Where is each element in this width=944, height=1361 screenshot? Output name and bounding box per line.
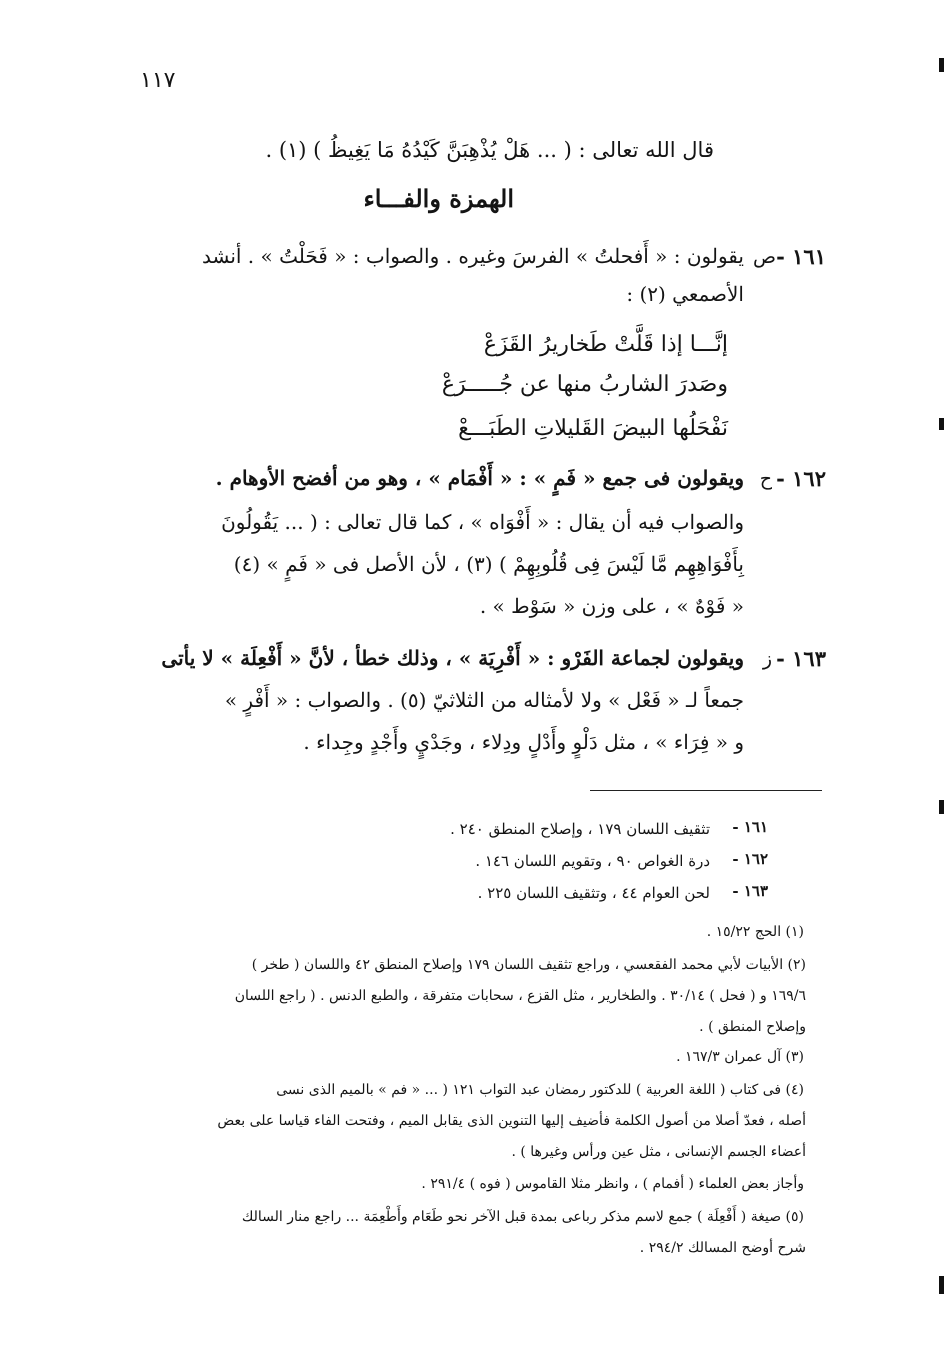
section-heading: الهمزة والفـــاء	[363, 184, 514, 213]
scan-edge-mark	[939, 418, 944, 430]
source-number: ١٦٢ -	[732, 850, 768, 868]
footnote-separator	[590, 790, 822, 791]
poem-verse: نَفْحَلُها البيضَ القَليلاتِ الطَبَـــعْ	[458, 416, 728, 441]
footnote: (٣) آل عمران ١٦٧/٣ .	[676, 1049, 804, 1065]
scan-edge-mark	[939, 58, 944, 72]
footnote: (٤) فى كتاب ( اللغة العربية ) للدكتور رمضان عبد التواب ١٢١ ( ... « فم » بالميم الذى نسى	[276, 1082, 804, 1098]
page-number: ١١٧	[140, 68, 176, 93]
footnote: أصله ، فعدّ أصلا من أصول الكلمة فأضيف إليها التنوين الذى يقابل الميم ، وفتحت الفاء قياسا على بعض	[217, 1113, 806, 1129]
entry-line: « فَوْهٌ » ، على وزن « سَوْط » .	[479, 594, 744, 618]
entry-line: ويقولون فى جمع « فَمٍ » : « أَفْمَام » ، وهو من أفضح الأوهام .	[215, 466, 744, 490]
entry-tag: ح	[759, 468, 772, 490]
footnote: ١٦٩/٦ و ( فحل ) ٣٠/١٤ . والطخارير ، مثل القزع ، سحابات متفرقة ، والطبع الدنس . ( راجع اللسان	[234, 988, 806, 1004]
source-number: ١٦٣ -	[732, 882, 768, 900]
source-number: ١٦١ -	[732, 818, 768, 836]
poem-verse: إنَّـــا إذا قَلَّتْ طَخاريرُ القَزَعْ	[483, 332, 728, 357]
opening-quran-quote: قال الله تعالى : ( ... هَلْ يُذْهِبَنَّ كَيْدُهُ مَا يَغِيظُ ) (١) .	[265, 138, 714, 162]
entry-number: ١٦١ -	[776, 244, 826, 269]
entry-line: والصواب فيه أن يقال : « أَفْوَاه » ، كما قال تعالى : ( ... يَقُولُونَ	[221, 510, 744, 534]
entry-tag: ص	[753, 246, 776, 268]
footnote: (١) الحج ١٥/٢٢ .	[706, 924, 804, 940]
source-text: درة الغواص ٩٠ ، وتقويم اللسان ١٤٦ .	[475, 852, 710, 870]
footnote: وإصلاح المنطق ) .	[699, 1019, 806, 1035]
footnote: وأجاز بعض العلماء ( أفمام ) ، وانظر مثلا القاموس ( فوه ) ٢٩١/٤ .	[421, 1176, 804, 1192]
scan-edge-mark	[939, 800, 944, 814]
poem-verse: وصَدرَ الشاربُ منها عن جُـــــرَعْ	[441, 372, 728, 397]
entry-tag: ز	[762, 648, 772, 670]
entry-line: يقولون : « أَفحلتُ » الفرسَ وغيره . والصواب : « فَحَلْتُ » . أنشد	[201, 244, 744, 268]
footnote: (٢) الأبيات لأبي محمد الفقعسي ، وراجع تثقيف اللسان ١٧٩ وإصلاح المنطق ٤٢ واللسان ( طخر )	[251, 957, 806, 973]
entry-line: بِأَفْوَاهِهِم مَّا لَيْسَ فِى قُلُوبِهِمْ ) (٣) ، لأن الأصل فى « فَمٍ » (٤)	[233, 552, 744, 576]
scan-edge-mark	[939, 1276, 944, 1294]
entry-line: و « فِرَاء » ، مثل دَلْوٍ وأَدْلٍ ودِلاء ، وجَدْيٍ وأَجْدٍ وجِداء .	[303, 730, 744, 754]
source-text: تثقيف اللسان ١٧٩ ، وإصلاح المنطق ٢٤٠ .	[450, 820, 710, 838]
footnote: أعضاء الجسم الإنسانى ، مثل عين ورأس وغيرها ) .	[511, 1144, 806, 1160]
entry-number: ١٦٢ -	[776, 466, 826, 491]
footnote: شرح أوضح المسالك ٢٩٤/٢ .	[639, 1240, 806, 1256]
source-text: لحن العوام ٤٤ ، وتثقيف اللسان ٢٢٥ .	[477, 884, 710, 902]
entry-line: ويقولون لجماعة الفَرْو : « أَفْرِيَة » ، وذلك خطأ ، لأنَّ « أَفْعِلَة » لا يأتى	[161, 646, 744, 670]
entry-number: ١٦٣ -	[776, 646, 826, 671]
entry-line: الأصمعي (٢) :	[626, 282, 744, 306]
footnote: (٥) صيغة ( أَفْعِلَة ) جمع لاسم مذكر رباعى بمدة قبل الآخر نحو طَعَام وأَطْعِمَة ... راجع منار السالك	[241, 1209, 804, 1225]
entry-line: جمعاً لـ « فَعْل » ولا لأمثاله من الثلاثيّ (٥) . والصواب : « أَفْرٍ »	[224, 688, 744, 712]
